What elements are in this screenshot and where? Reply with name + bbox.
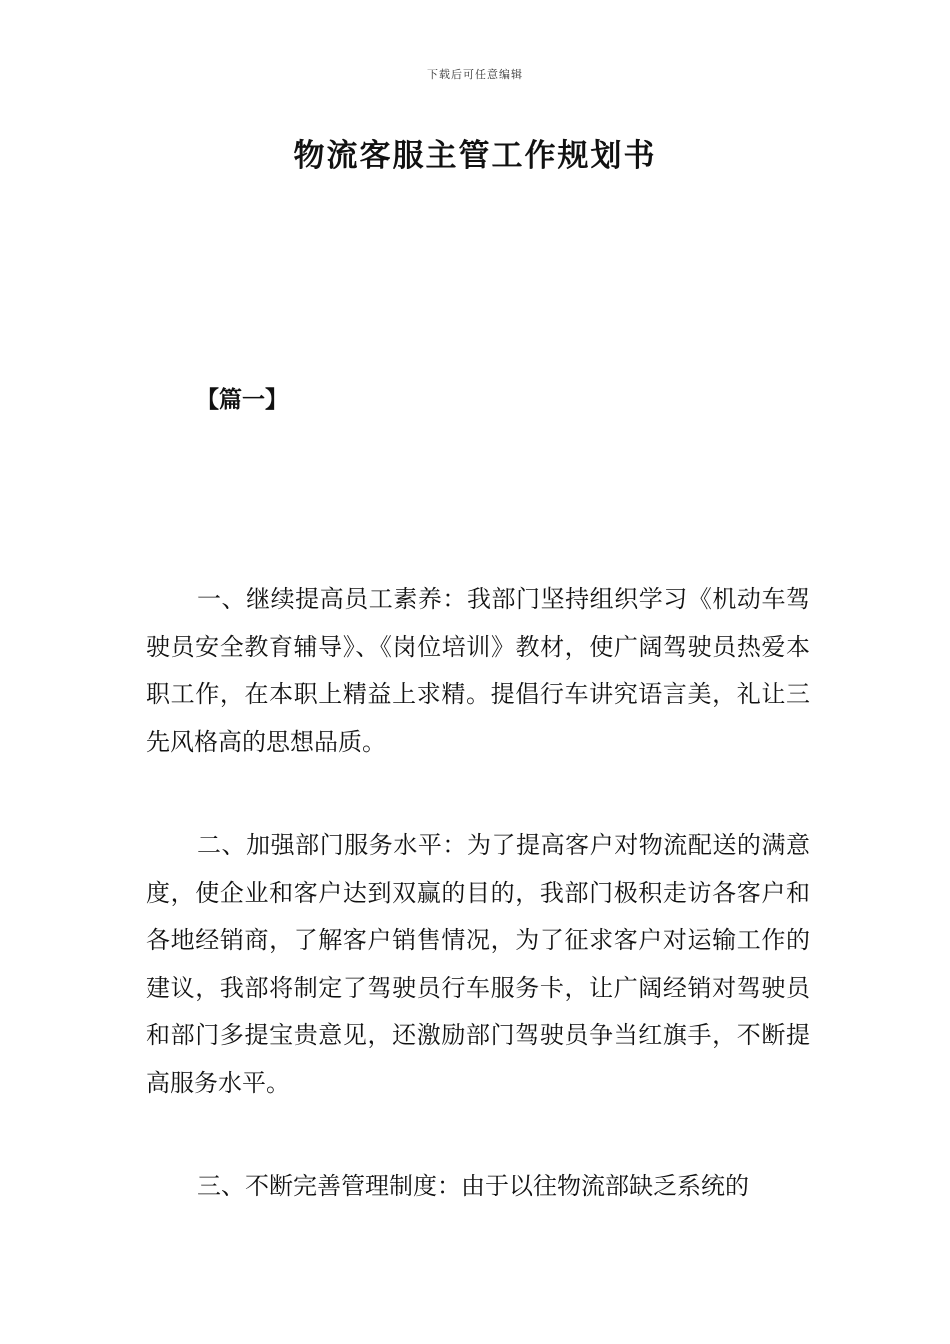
header-note: 下载后可任意编辑 bbox=[427, 68, 523, 81]
document-title: 物流客服主管工作规划书 bbox=[293, 138, 657, 174]
paragraph-3: 三、不断完善管理制度：由于以往物流部缺乏系统的 bbox=[197, 1172, 749, 1200]
paragraph-1: 一、继续提高员工素养：我部门坚持组织学习《机动车驾驶员安全教育辅导》、《岗位培训》教材，使广阔驾驶员热爱本职工作，在本职上精益上求精。提倡行车讲究语言美，礼让三先风格高的思想品质。 bbox=[146, 585, 810, 756]
section-heading: 【篇一】 bbox=[196, 387, 288, 413]
paragraph-2: 二、加强部门服务水平：为了提高客户对物流配送的满意度，使企业和客户达到双赢的目的，我部门极积走访各客户和各地经销商，了解客户销售情况，为了征求客户对运输工作的建议，我部将制定了驾驶员行车服务卡，让广阔经销对驾驶员和部门多提宝贵意见，还激励部门驾驶员争当红旗手，不断提高服务水平。 bbox=[146, 831, 810, 1097]
